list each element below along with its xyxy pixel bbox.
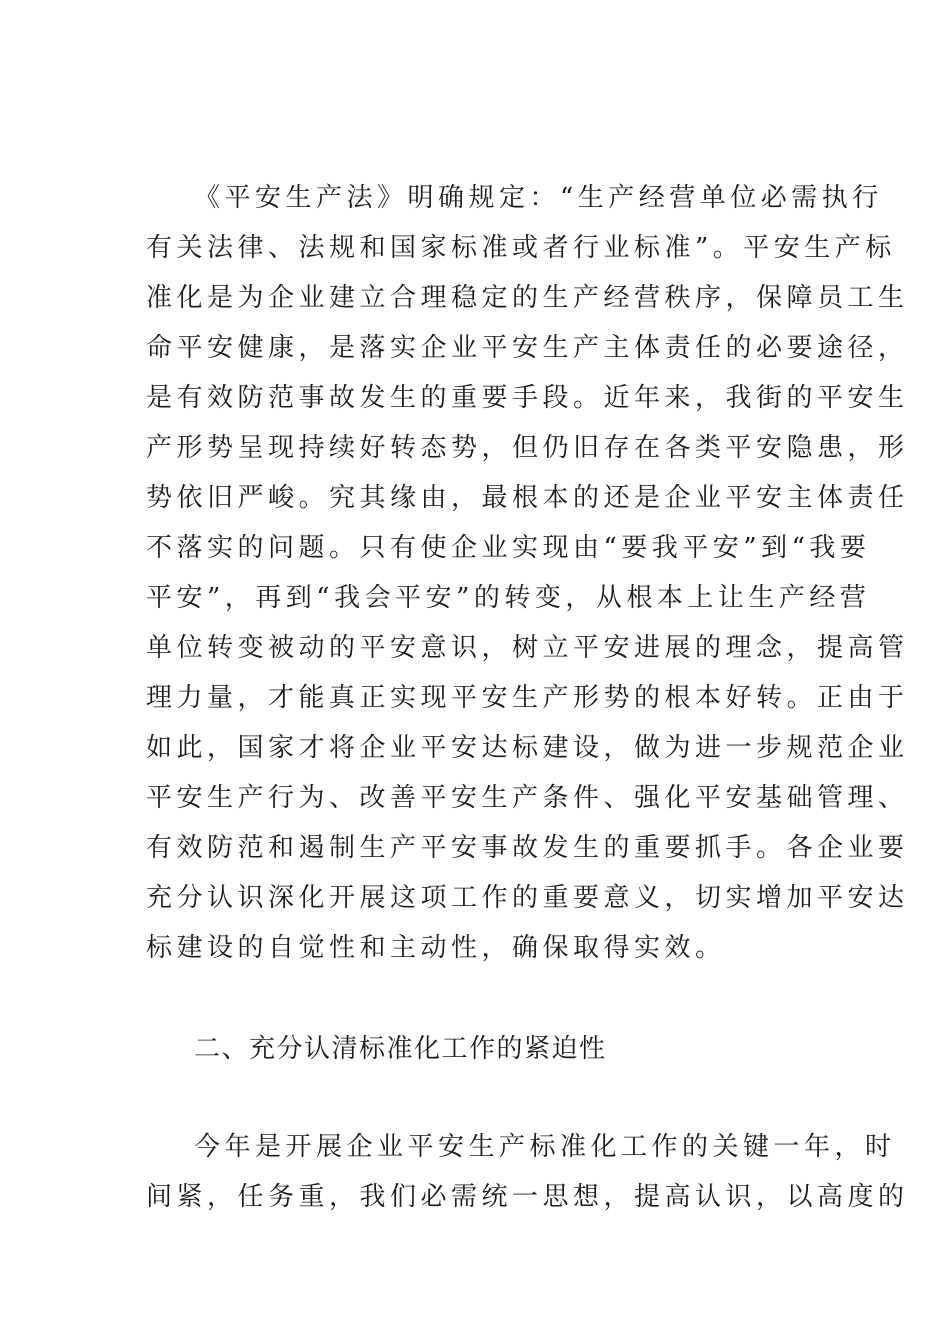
paragraph-line: 产形势呈现持续好转态势，但仍旧存在各类平安隐患，形 (146, 433, 909, 463)
paragraph-line: 势依旧严峻。究其缘由，最根本的还是企业平安主体责任 (146, 483, 909, 513)
paragraph-line: 准化是为企业建立合理稳定的生产经营秩序，保障员工生 (146, 283, 909, 313)
paragraph-line: 有效防范和遏制生产平安事故发生的重要抓手。各企业要 (146, 833, 909, 863)
paragraph-line: 是有效防范事故发生的重要手段。近年来，我街的平安生 (146, 383, 909, 413)
paragraph-line: 有关法律、法规和国家标准或者行业标准”。平安生产标 (146, 233, 896, 263)
paragraph-line: 理力量，才能真正实现平安生产形势的根本好转。正由于 (146, 683, 909, 713)
paragraph-line: 命平安健康，是落实企业平安生产主体责任的必要途径， (146, 333, 909, 363)
paragraph-line: 今年是开展企业平安生产标准化工作的关键一年，时 (194, 1132, 896, 1162)
paragraph-line: 充分认识深化开展这项工作的重要意义，切实增加平安达 (146, 883, 909, 913)
paragraph-line: 平安生产行为、改善平安生产条件、强化平安基础管理、 (146, 783, 909, 813)
paragraph-line: 《平安生产法》明确规定：“生产经营单位必需执行 (194, 183, 883, 213)
paragraph-line: 单位转变被动的平安意识，树立平安进展的理念，提高管 (146, 633, 909, 663)
paragraph-line: 间紧，任务重，我们必需统一思想，提高认识，以高度的 (146, 1182, 909, 1212)
paragraph-line: 如此，国家才将企业平安达标建设，做为进一步规范企业 (146, 733, 909, 763)
paragraph-line: 标建设的自觉性和主动性，确保取得实效。 (146, 933, 726, 963)
paragraph-line: 平安”，再到“我会平安”的转变，从根本上让生产经营 (146, 583, 871, 613)
section-heading: 二、充分认清标准化工作的紧迫性 (194, 1034, 607, 1064)
paragraph-line: 不落实的问题。只有使企业实现由“要我平安”到“我要 (146, 533, 871, 563)
